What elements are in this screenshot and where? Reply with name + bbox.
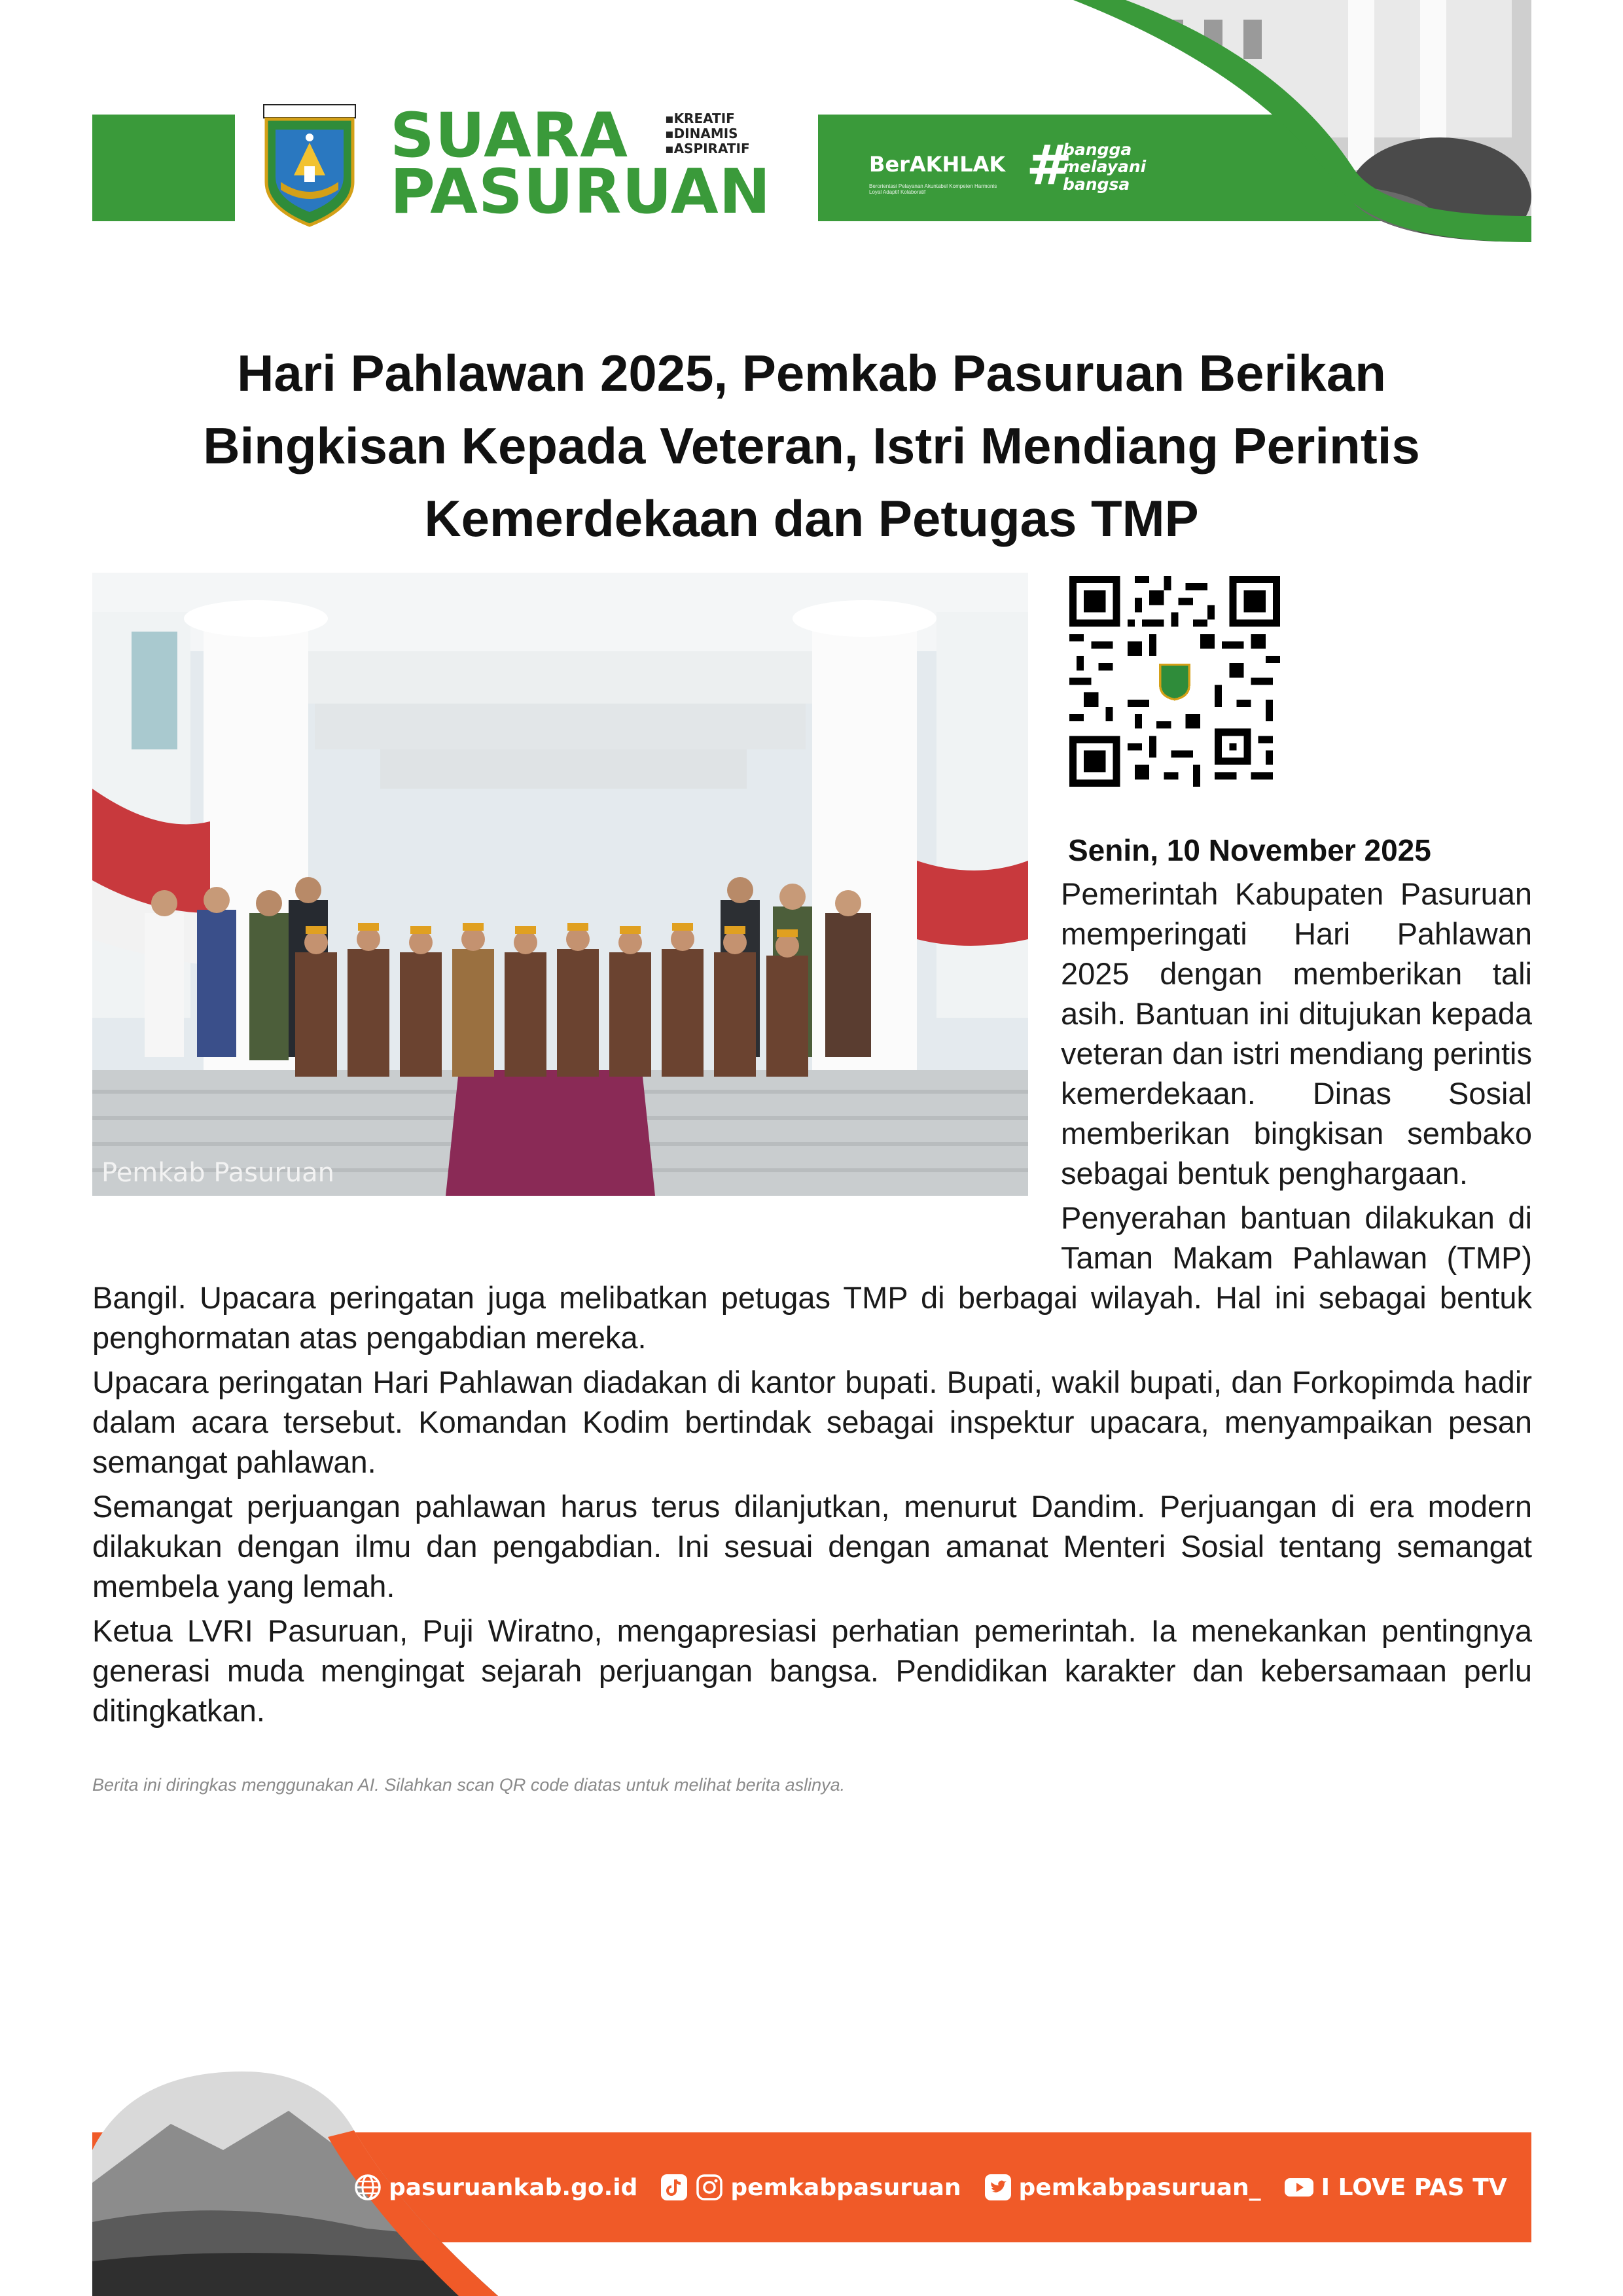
pasuruan-crest-logo [261, 103, 358, 228]
tagline-item: ▪ KREATIF [665, 111, 750, 126]
globe-icon [353, 2173, 382, 2202]
photo-caption: Pemkab Pasuruan [101, 1158, 335, 1188]
bangga-word: melayani [1063, 157, 1147, 177]
footer-links [353, 2166, 1529, 2208]
social-link-twitter[interactable] [984, 2173, 1261, 2202]
berakhlak-logo: BerAKHLAK [869, 152, 1006, 177]
youtube-link[interactable] [1283, 2174, 1507, 2201]
qr-code[interactable] [1069, 576, 1280, 787]
ai-summary-note: Berita ini diringkas menggunakan AI. Silahkan scan QR code diatas untuk melihat berita aslinya. [92, 1775, 846, 1795]
tiktok-icon [660, 2173, 688, 2202]
social-link-pemkabpasuruan[interactable] [660, 2173, 961, 2202]
brand-line-2: PASURUAN [390, 156, 772, 228]
social-handle: pemkabpasuruan [730, 2174, 961, 2201]
hashtag-icon: # [1026, 133, 1073, 197]
paragraph: Upacara peringatan Hari Pahlawan diadakan di kantor bupati. Bupati, wakil bupati, dan Forkopimda hadir dalam acara tersebut. Komandan Kodim bertindak sebagai inspektur upacara, menyampaikan pesan semangat pahlawan. [92, 1365, 1532, 1479]
website-text: pasuruankab.go.id [389, 2174, 638, 2201]
bangga-word: bangsa [1063, 174, 1130, 194]
article-date: Senin, 10 November 2025 [1068, 833, 1431, 867]
brand-line-1: SUARA [390, 100, 629, 171]
header-left-bar [92, 115, 235, 221]
paragraph: Ketua LVRI Pasuruan, Puji Wiratno, mengapresiasi perhatian pemerintah. Ia menekankan pentingnya generasi muda mengingat sejarah perjuangan bangsa. Pendidikan karakter dan kebersamaan perlu ditingkatkan. [92, 1613, 1532, 1728]
header-building-photo [1073, 0, 1531, 242]
paragraph: Pemerintah Kabupaten Pasuruan memperingati Hari Pahlawan 2025 dengan memberikan tali asih. Bantuan ini ditujukan kepada veteran dan istri mendiang perintis kemerdekaan. Dinas Sosial memberikan bingkisan sembako sebagai bentuk penghargaan. [1061, 876, 1532, 1191]
twitter-icon [984, 2173, 1012, 2202]
photo-spacer [92, 874, 1061, 1244]
website-link[interactable] [353, 2173, 637, 2202]
bangga-word: bangga [1063, 140, 1132, 159]
berakhlak-subtitle: Berorientasi Pelayanan Akuntabel Kompeten Harmonis Loyal Adaptif Kolaboratif [869, 183, 997, 195]
tagline-item: ▪ ASPIRATIF [665, 141, 750, 156]
article-body [92, 874, 1532, 1735]
tagline-item: ▪ DINAMIS [665, 126, 750, 141]
tagline [665, 111, 750, 156]
paragraph: Semangat perjuangan pahlawan harus terus dilanjutkan, menurut Dandim. Perjuangan di era modern dilakukan dengan ilmu dan pengabdian. Ini sesuai dengan amanat Menteri Sosial tentang semangat membela yang lemah. [92, 1489, 1532, 1604]
paragraph: Penyerahan bantuan dilakukan di Taman Makam Pahlawan (TMP) Bangil. Upacara peringatan juga melibatkan petugas TMP di berbagai wilayah. Hal ini sebagai bentuk penghormatan atas pengabdian mereka. [92, 1200, 1532, 1355]
youtube-icon [1283, 2174, 1315, 2200]
youtube-channel: I LOVE PAS TV [1321, 2174, 1507, 2201]
instagram-icon [695, 2173, 724, 2202]
social-handle: pemkabpasuruan_ [1018, 2174, 1261, 2201]
article-title: Hari Pahlawan 2025, Pemkab Pasuruan Berikan Bingkisan Kepada Veteran, Istri Mendiang Perintis Kemerdekaan dan Petugas TMP [203, 344, 1420, 547]
